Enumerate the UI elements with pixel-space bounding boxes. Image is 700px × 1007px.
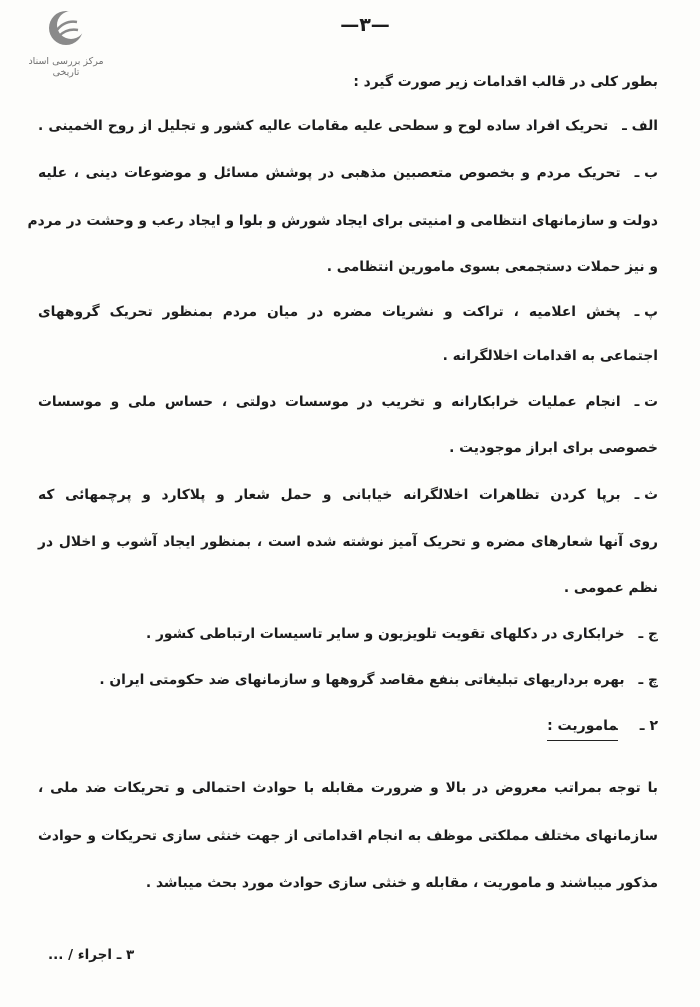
list-item-pe: پ ـپخش اعلامیه ، تراکت و نشریات مضره در میان مردم بمنظور تحریک گروههای <box>38 304 658 320</box>
paragraph-line-3: مذکور میباشند و ماموریت ، مقابله و خنثی سازی حوادث مورد بحث میباشد . <box>145 875 658 891</box>
list-item-te-cont: خصوصی برای ابراز موجودیت . <box>449 440 658 456</box>
list-item-se: ث ـبرپا کردن تظاهرات اخلالگرانه خیابانی و حمل شعار و پلاکارد و پرچمهائی که <box>38 487 658 503</box>
list-item-te: ت ـانجام عملیات خرابکارانه و تخریب در موسسات دولتی ، حساس ملی و موسسات <box>38 394 658 410</box>
list-item-jim: ج ـخرابکاری در دکلهای تقویت تلویزیون و سایر تاسیسات ارتباطی کشور . <box>145 626 658 642</box>
list-item-se-cont-1: روی آنها شعارهای مضره و تحریک آمیز نوشته شده است ، بمنظور ایجاد آشوب و اخلال در <box>38 534 658 550</box>
list-item-be-cont-1: دولت و سازمانهای انتظامی و امنیتی برای ایجاد شورش و بلوا و ایجاد رعب و وحشت در مردم <box>27 213 658 229</box>
paragraph-line-2: سازمانهای مختلف مملکتی موظف به انجام اقداماتی از جهت خنثی سازی تحریکات و حوادث <box>38 828 658 844</box>
section-heading <box>547 718 658 734</box>
logo-text: مرکز بررسی اسناد تاریخی <box>28 56 104 78</box>
list-item-pe-cont: اجتماعی به اقدامات اخلالگرانه . <box>442 348 658 364</box>
intro-line: بطور کلی در قالب اقدامات زیر صورت گیرد : <box>353 74 658 90</box>
list-item-be: ب ـتحریک مردم و بخصوص متعصبین مذهبی در پوشش مسائل و موضوعات دینی ، علیه <box>38 165 658 181</box>
crescent-logo-icon <box>47 8 85 48</box>
list-item-che: چ ـبهره برداریهای تبلیغاتی بنفع مقاصد گروهها و سازمانهای ضد حکومتی ایران . <box>99 672 658 688</box>
list-item-se-cont-2: نظم عمومی . <box>563 580 658 596</box>
list-item-alef: الف ـتحریک افراد ساده لوح و سطحی علیه مقامات عالیه کشور و تجلیل از روح الخمینی . <box>38 118 658 134</box>
page-number: —۳— <box>340 14 390 36</box>
archive-logo <box>14 8 118 78</box>
list-item-be-cont-2: و نیز حملات دستجمعی بسوی مامورین انتظامی . <box>326 259 658 275</box>
section-title: ماموریت : <box>547 718 618 741</box>
paragraph-line-1: با توجه بمراتب معروض در بالا و ضرورت مقابله با حوادث احتمالی و تحریکات ضد ملی ، <box>38 780 658 796</box>
footer-text: ۳ ـ اجراء / ... <box>48 947 135 963</box>
section-number: ۲ ـ <box>639 718 658 734</box>
